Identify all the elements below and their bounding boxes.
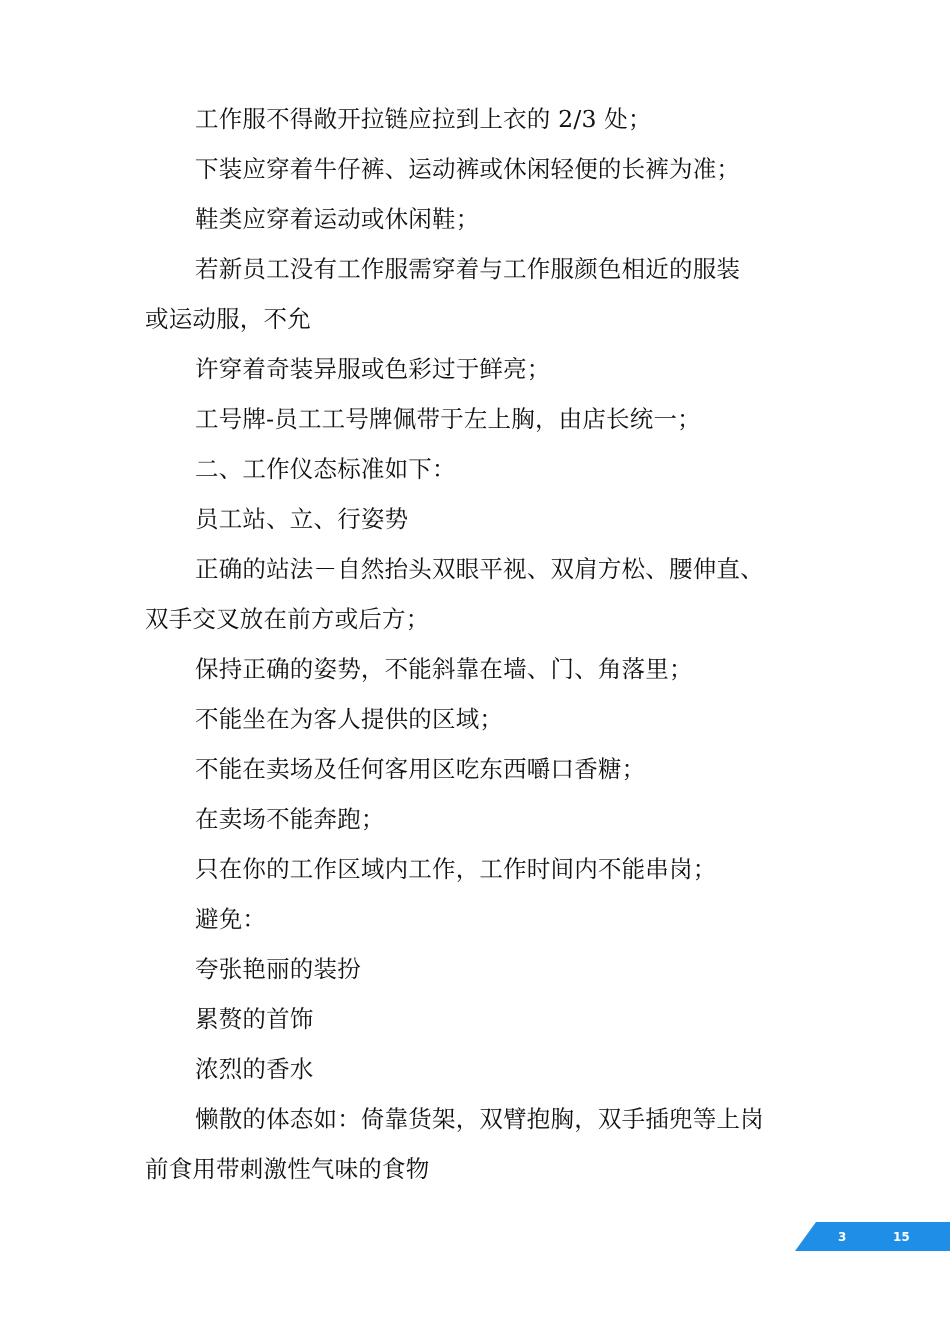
text-line: 前食用带刺激性气味的食物 [145, 1155, 430, 1183]
text-line: 夸张艳丽的装扮 [195, 955, 361, 983]
text-line: 累赘的首饰 [195, 1005, 314, 1033]
text-line: 员工站、立、行姿势 [195, 505, 409, 533]
text-line: 或运动服，不允 [145, 305, 311, 333]
text-line: 若新员工没有工作服需穿着与工作服颜色相近的服装 [195, 255, 741, 283]
text-line: 下装应穿着牛仔裤、运动裤或休闲轻便的长裤为准； [195, 155, 741, 183]
text-line: 保持正确的姿势，不能斜靠在墙、门、角落里； [195, 655, 693, 683]
text-line: 鞋类应穿着运动或休闲鞋； [195, 205, 480, 233]
page-footer-band [795, 1222, 950, 1251]
text-line: 不能坐在为客人提供的区域； [195, 705, 504, 733]
text-line: 许穿着奇装异服或色彩过于鲜亮； [195, 355, 551, 383]
total-pages: 15 [893, 1230, 910, 1244]
document-body [145, 94, 815, 1194]
text-line: 只在你的工作区域内工作，工作时间内不能串岗； [195, 855, 717, 883]
text-line: 双手交叉放在前方或后方； [145, 605, 430, 633]
text-line: 不能在卖场及任何客用区吃东西嚼口香糖； [195, 755, 646, 783]
text-line: 二、工作仪态标准如下： [195, 455, 456, 483]
text-line: 在卖场不能奔跑； [195, 805, 385, 833]
text-line: 懒散的体态如：倚靠货架，双臂抱胸，双手插兜等上岗 [195, 1105, 764, 1133]
page-number: 3 [838, 1230, 847, 1244]
text-line: 工作服不得敞开拉链应拉到上衣的 2/3 处； [195, 105, 652, 133]
text-line: 避免： [195, 905, 267, 933]
text-line: 工号牌-员工工号牌佩带于左上胸，由店长统一； [195, 405, 701, 433]
text-line: 正确的站法－自然抬头双眼平视、双肩方松、腰伸直、 [195, 555, 764, 583]
text-line: 浓烈的香水 [195, 1055, 314, 1083]
